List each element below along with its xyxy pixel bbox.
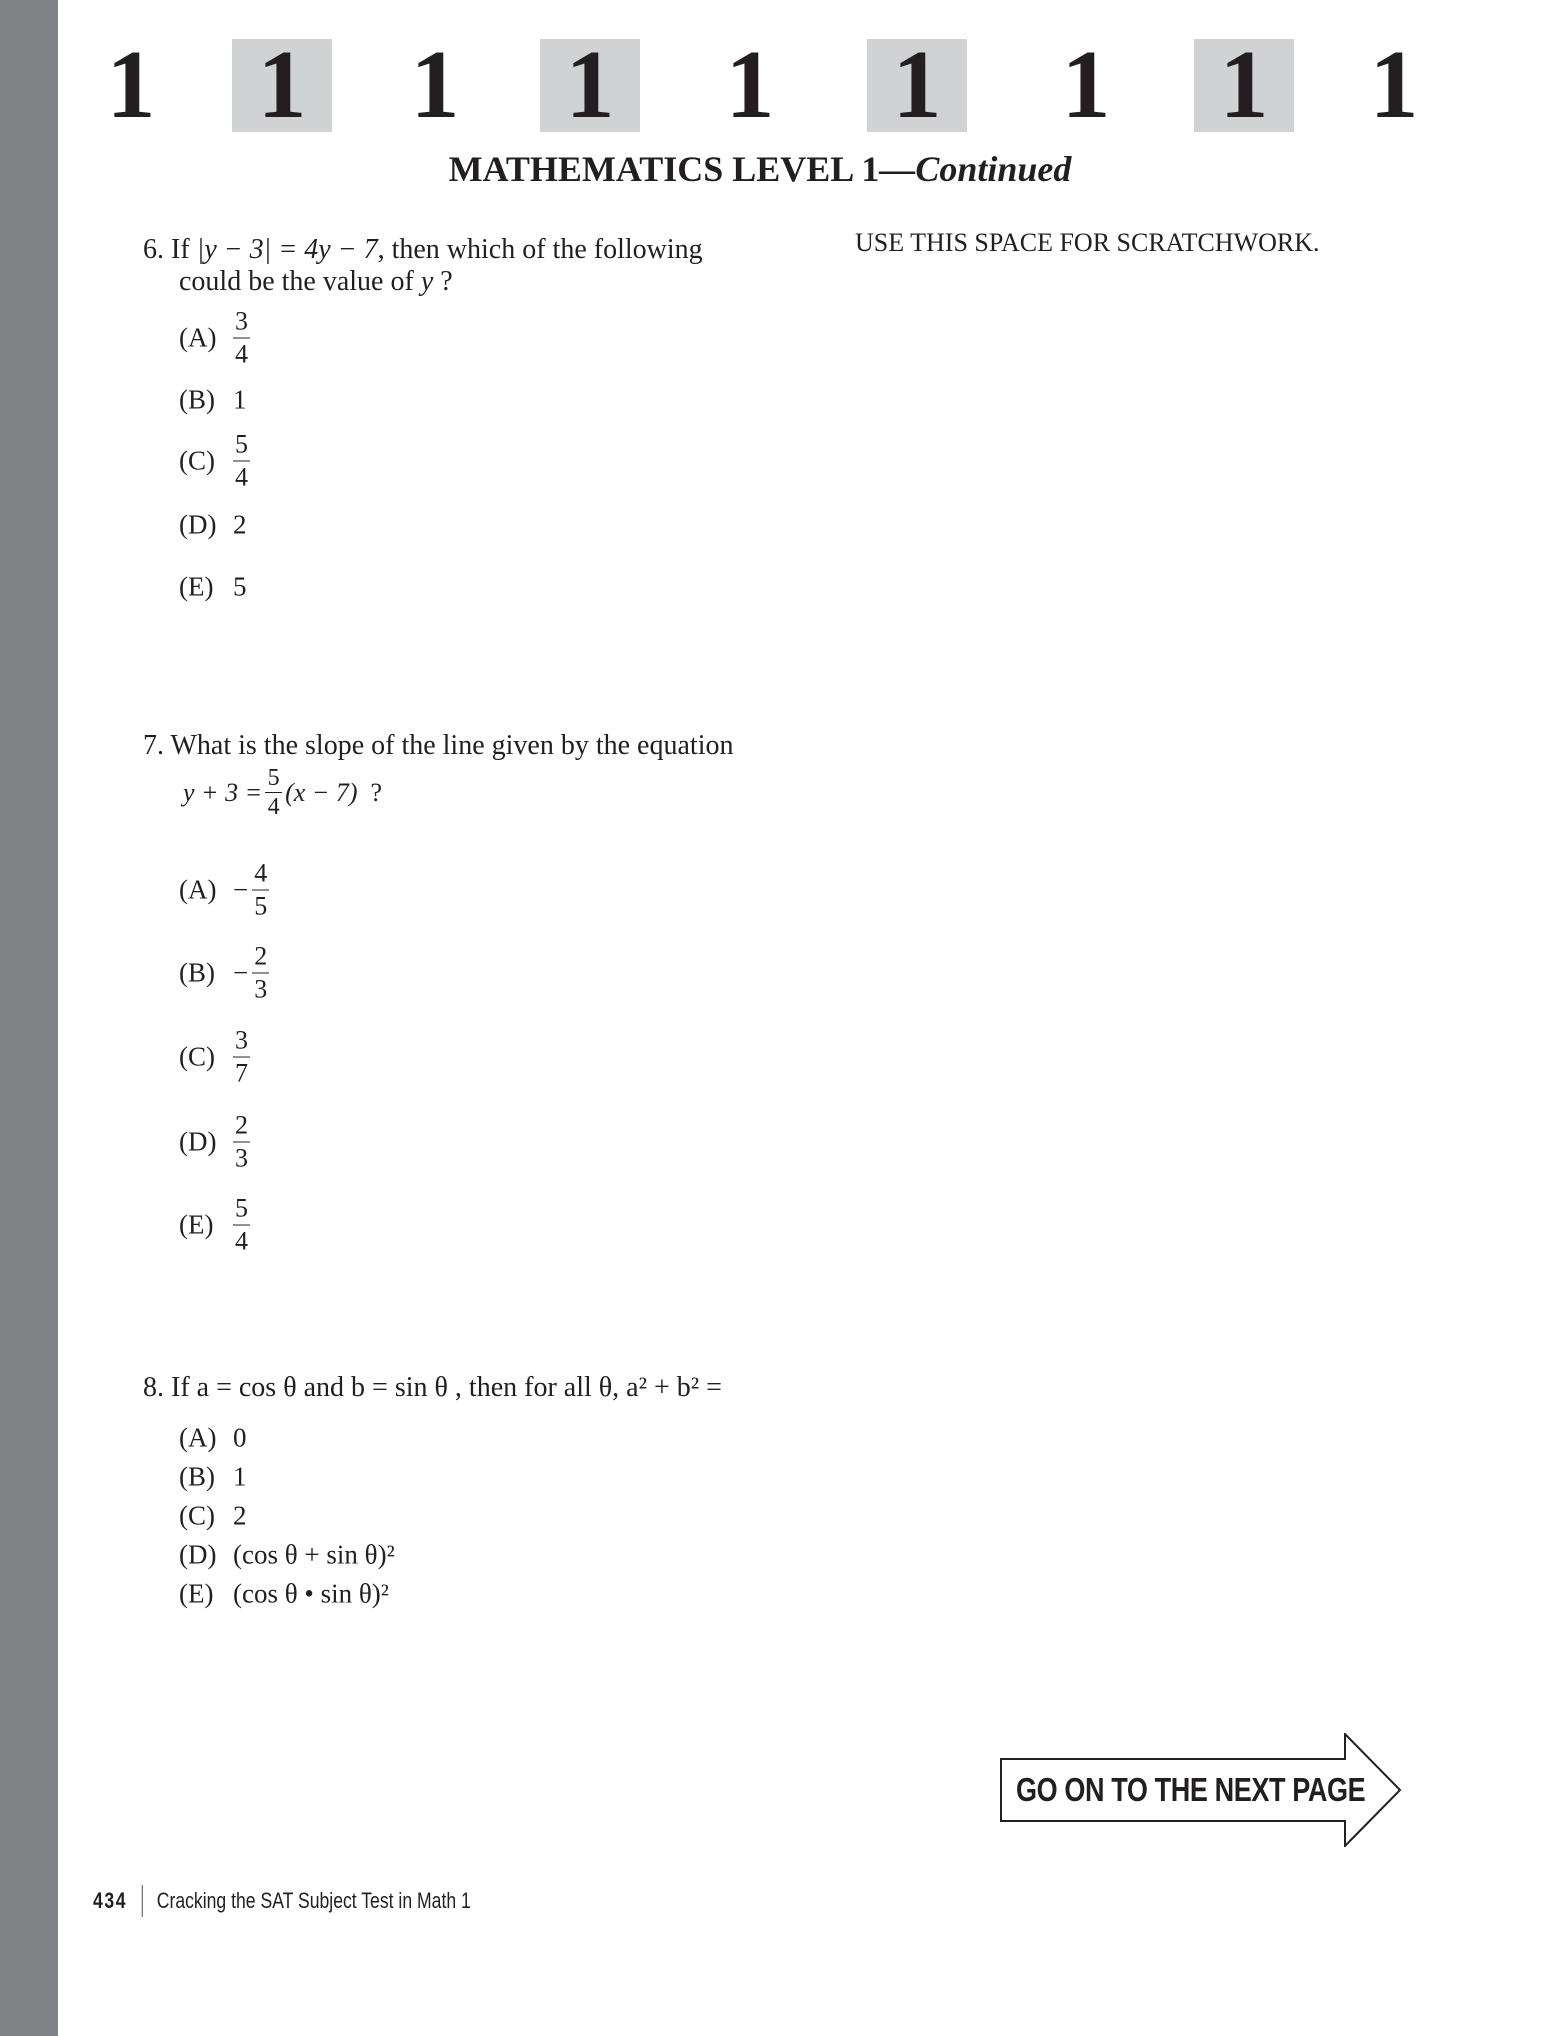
choice-label: (B) xyxy=(179,1461,215,1492)
denominator: 5 xyxy=(254,891,268,921)
fraction xyxy=(233,308,250,369)
denominator: 4 xyxy=(235,339,248,369)
section-number: 1 xyxy=(540,39,640,132)
next-page-arrow xyxy=(1000,1733,1402,1847)
page-footer xyxy=(93,1885,471,1917)
choice-7e[interactable] xyxy=(179,1195,250,1256)
question-number: 6. xyxy=(143,234,164,265)
choice-7c[interactable] xyxy=(179,1027,250,1088)
choice-label: (D) xyxy=(179,509,217,540)
choice-label: (E) xyxy=(179,571,214,602)
fraction xyxy=(233,1027,250,1088)
next-page-label: GO ON TO THE NEXT PAGE xyxy=(1016,1771,1366,1808)
fraction xyxy=(252,860,269,921)
page-number: 434 xyxy=(93,1888,128,1913)
question-6 xyxy=(143,234,703,298)
choice-7d[interactable] xyxy=(179,1112,250,1173)
question-number: 7. xyxy=(143,730,164,761)
choice-label: (E) xyxy=(179,1209,214,1240)
denominator: 3 xyxy=(235,1143,248,1173)
choice-7a[interactable] xyxy=(179,860,269,921)
choice-value: 1 xyxy=(233,1461,247,1492)
choice-value: (cos θ + sin θ)² xyxy=(233,1539,395,1570)
choice-value: 2 xyxy=(233,509,247,540)
choice-label: (B) xyxy=(179,384,215,415)
choice-label: (D) xyxy=(179,1126,217,1157)
footer-divider xyxy=(142,1885,143,1917)
choice-label: (A) xyxy=(179,1422,217,1453)
choice-label: (A) xyxy=(179,874,217,905)
book-title: Cracking the SAT Subject Test in Math 1 xyxy=(156,1888,471,1913)
scratchwork-label: USE THIS SPACE FOR SCRATCHWORK. xyxy=(855,228,1320,257)
stem-text: , then which of the following xyxy=(377,234,703,265)
choice-label: (E) xyxy=(179,1578,214,1609)
fraction xyxy=(233,1195,250,1256)
choice-8a[interactable] xyxy=(179,1423,247,1454)
minus-sign: − xyxy=(233,957,249,988)
choice-value: 0 xyxy=(233,1422,247,1453)
numerator: 2 xyxy=(235,1110,248,1140)
stem-text: What is the slope of the line given by the equation xyxy=(170,730,734,761)
fraction xyxy=(233,1112,250,1173)
numerator: 3 xyxy=(235,1025,248,1055)
choice-6c[interactable] xyxy=(179,431,250,492)
choice-8b[interactable] xyxy=(179,1462,247,1493)
section-number: 1 xyxy=(725,31,775,139)
numerator: 5 xyxy=(235,429,248,459)
section-number: 1 xyxy=(410,31,460,139)
denominator: 7 xyxy=(235,1058,248,1088)
stem-text: could be the value of xyxy=(179,266,414,297)
equation-right: (x − 7) xyxy=(285,777,358,807)
equation-left: y + 3 = xyxy=(183,777,263,807)
numerator: 5 xyxy=(267,765,280,791)
section-number: 1 xyxy=(1194,39,1294,132)
section-number: 1 xyxy=(1061,31,1111,139)
choice-8e[interactable] xyxy=(179,1579,389,1610)
question-number: 8. xyxy=(143,1372,164,1403)
fraction xyxy=(233,431,250,492)
numerator: 5 xyxy=(235,1193,248,1223)
question-7 xyxy=(143,730,733,762)
choice-label: (D) xyxy=(179,1539,217,1570)
section-number: 1 xyxy=(106,31,156,139)
denominator: 4 xyxy=(235,462,248,492)
numerator: 3 xyxy=(235,306,248,336)
choice-6b[interactable] xyxy=(179,385,247,416)
fraction xyxy=(265,766,282,819)
section-number: 1 xyxy=(1369,31,1419,139)
denominator: 4 xyxy=(235,1226,248,1256)
section-number: 1 xyxy=(867,39,967,132)
choice-label: (A) xyxy=(179,322,217,353)
stem-text: If xyxy=(171,234,190,265)
question-8 xyxy=(143,1372,722,1404)
stem-variable: y xyxy=(420,266,434,297)
choice-label: (C) xyxy=(179,1500,215,1531)
page-edge-bar xyxy=(0,0,58,2036)
slope-equation xyxy=(183,766,382,819)
choice-value: 2 xyxy=(233,1500,247,1531)
stem-text: If a = cos θ and b = sin θ , then for all θ, a² + b² = xyxy=(171,1372,722,1403)
stem-expression: |y − 3| = 4y − 7 xyxy=(196,234,378,265)
choice-label: (B) xyxy=(179,957,215,988)
stem-text: ? xyxy=(370,777,383,807)
choice-8c[interactable] xyxy=(179,1501,247,1532)
numerator: 4 xyxy=(254,858,268,888)
choice-6e[interactable] xyxy=(179,572,247,603)
section-number: 1 xyxy=(232,39,332,132)
choice-label: (C) xyxy=(179,445,215,476)
choice-6a[interactable] xyxy=(179,308,250,369)
numerator: 2 xyxy=(254,941,268,971)
choice-label: (C) xyxy=(179,1041,215,1072)
fraction xyxy=(252,943,269,1004)
choice-6d[interactable] xyxy=(179,510,247,541)
denominator: 4 xyxy=(267,794,280,820)
choice-value: 1 xyxy=(233,384,247,415)
denominator: 3 xyxy=(254,974,268,1004)
stem-text: ? xyxy=(433,266,453,297)
title-suffix: —Continued xyxy=(879,149,1072,189)
choice-8d[interactable] xyxy=(179,1540,395,1571)
page-title xyxy=(0,148,1520,190)
title-text: MATHEMATICS LEVEL 1 xyxy=(448,149,880,189)
choice-value: (cos θ • sin θ)² xyxy=(233,1578,389,1609)
minus-sign: − xyxy=(233,874,249,905)
choice-value: 5 xyxy=(233,571,247,602)
choice-7b[interactable] xyxy=(179,943,269,1004)
